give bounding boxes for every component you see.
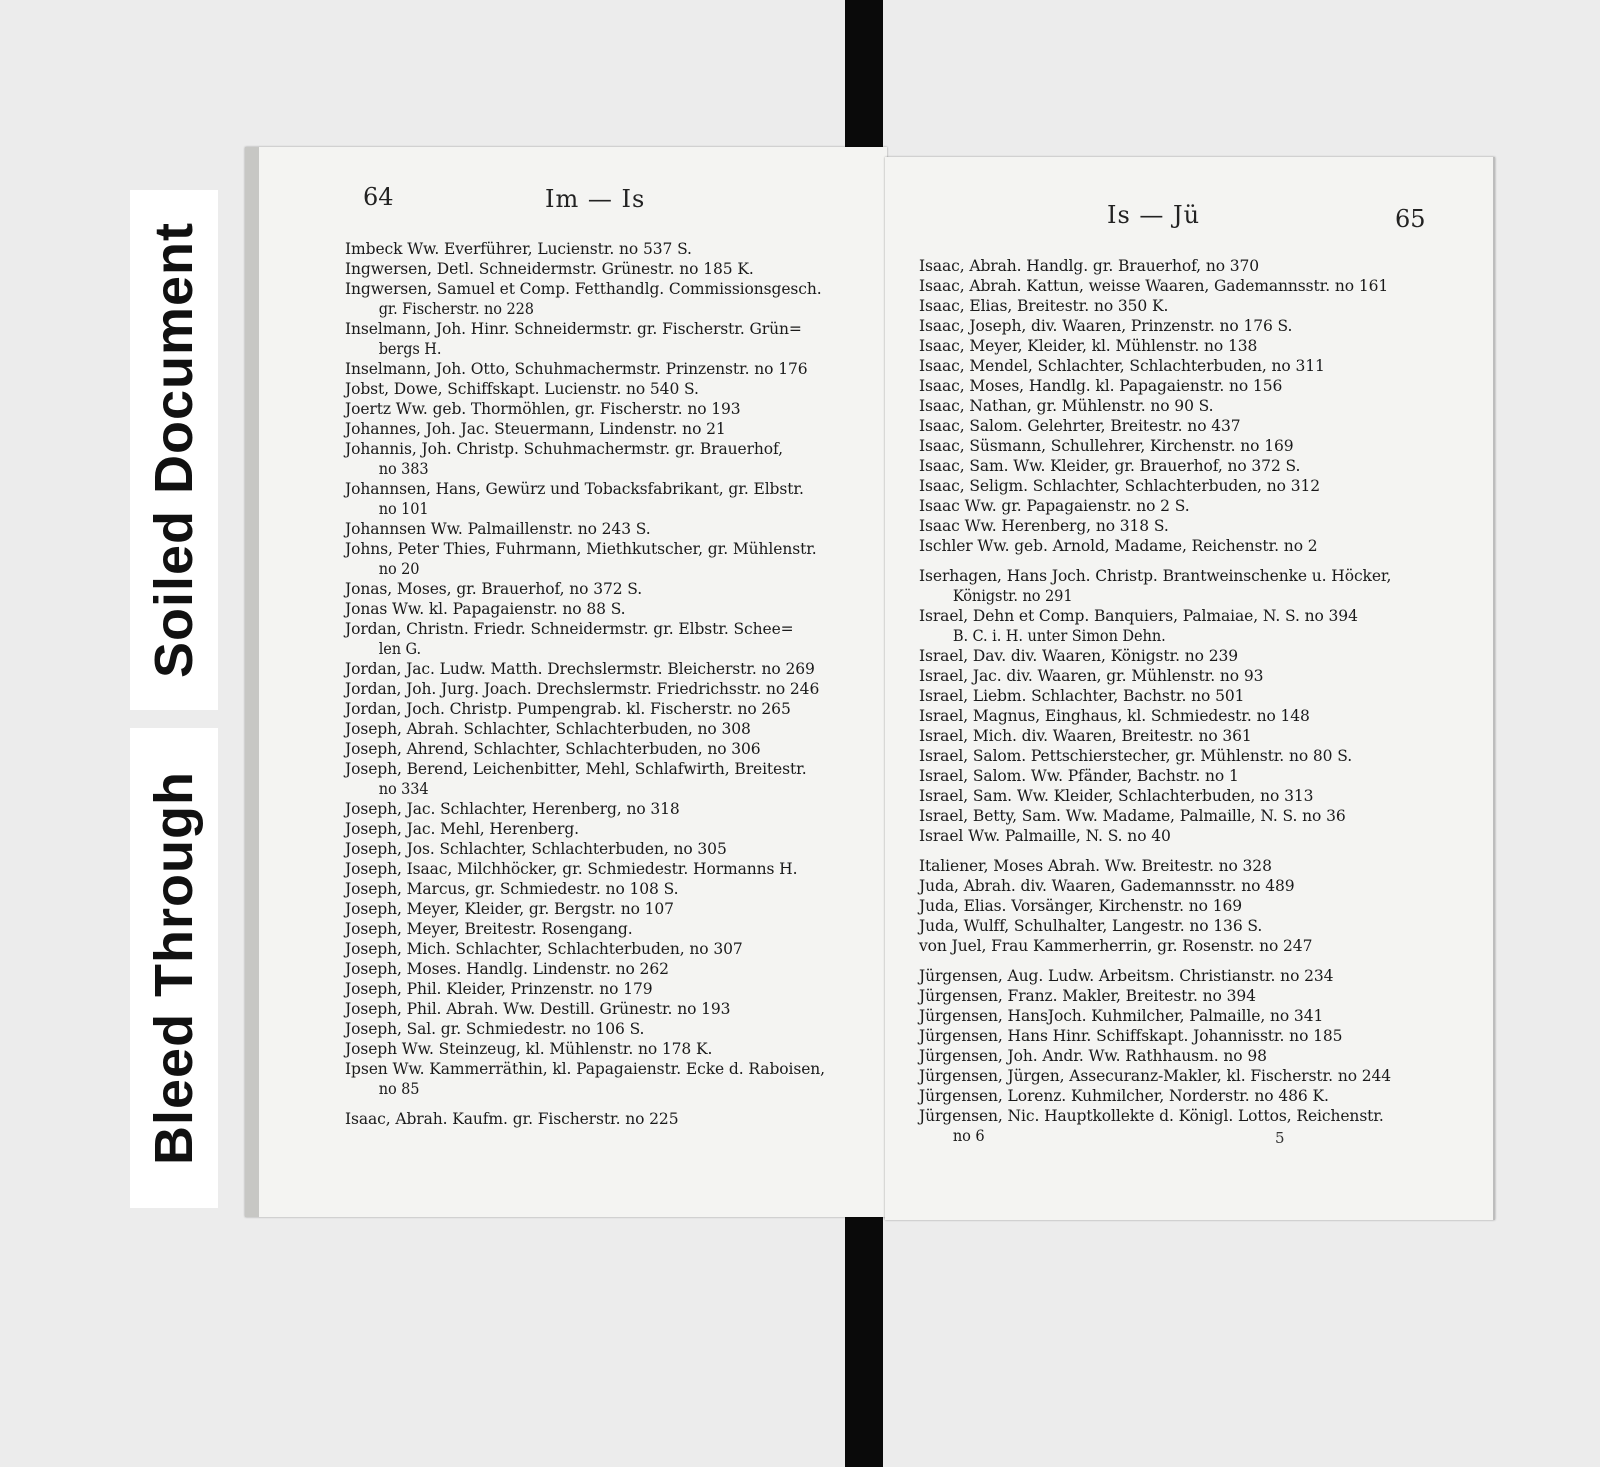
entry-text: Johannsen, Hans, Gewürz und Tobacksfabrikant, gr. Elbstr. xyxy=(345,480,804,498)
directory-entry xyxy=(345,579,875,599)
directory-entry xyxy=(345,999,875,1019)
entry-text: Joseph, Jac. Schlachter, Herenberg, no 318 xyxy=(345,800,680,818)
directory-entry xyxy=(345,679,875,699)
entry-text: Joseph, Ahrend, Schlachter, Schlachterbuden, no 306 xyxy=(345,740,761,758)
directory-entry xyxy=(919,1046,1479,1066)
entry-text: Johannsen Ww. Palmaillenstr. no 243 S. xyxy=(345,520,651,538)
entry-text: Joseph, Abrah. Schlachter, Schlachterbuden, no 308 xyxy=(345,720,751,738)
directory-entry xyxy=(919,296,1479,316)
directory-entry xyxy=(919,536,1479,556)
entry-text: Jürgensen, Lorenz. Kuhmilcher, Norderstr. no 486 K. xyxy=(919,1087,1329,1105)
directory-entry xyxy=(345,659,875,679)
entry-text: Israel, Magnus, Einghaus, kl. Schmiedestr. no 148 xyxy=(919,707,1310,725)
directory-entry xyxy=(345,359,875,379)
directory-entry xyxy=(919,706,1479,726)
entry-text: Ipsen Ww. Kammerräthin, kl. Papagaienstr. Ecke d. Raboisen, xyxy=(345,1060,825,1078)
directory-entry xyxy=(919,256,1479,276)
entry-text: Joseph, Berend, Leichenbitter, Mehl, Schlafwirth, Breitestr. xyxy=(345,760,807,778)
entry-text: Jordan, Joch. Christp. Pumpengrab. kl. Fischerstr. no 265 xyxy=(345,700,791,718)
directory-entry xyxy=(919,496,1479,516)
entry-text: Iserhagen, Hans Joch. Christp. Brantweinschenke u. Höcker, xyxy=(919,567,1392,585)
directory-entry xyxy=(919,336,1479,356)
entry-text: Jordan, Christn. Friedr. Schneidermstr. gr. Elbstr. Schee= xyxy=(345,620,794,638)
entry-text: Isaac, Seligm. Schlachter, Schlachterbuden, no 312 xyxy=(919,477,1320,495)
directory-entry xyxy=(345,799,875,819)
entry-list xyxy=(345,239,875,1129)
entry-text: Jobst, Dowe, Schiffskapt. Lucienstr. no 540 S. xyxy=(345,380,699,398)
entry-text: Inselmann, Joh. Hinr. Schneidermstr. gr. Fischerstr. Grün= xyxy=(345,320,802,338)
directory-entry xyxy=(919,1086,1479,1106)
entry-text: Israel, Salom. Ww. Pfänder, Bachstr. no 1 xyxy=(919,767,1239,785)
directory-entry xyxy=(345,379,875,399)
entry-continuation: gr. Fischerstr. no 228 xyxy=(378,300,534,318)
directory-entry xyxy=(919,826,1479,846)
directory-entry xyxy=(919,376,1479,396)
directory-entry xyxy=(919,436,1479,456)
entry-text: Israel, Salom. Pettschierstecher, gr. Mühlenstr. no 80 S. xyxy=(919,747,1353,765)
directory-entry xyxy=(345,399,875,419)
entry-text: Jürgensen, Hans Hinr. Schiffskapt. Johannisstr. no 185 xyxy=(919,1027,1343,1045)
directory-entry xyxy=(919,856,1479,876)
signature-mark: 5 xyxy=(1275,1129,1285,1147)
directory-entry xyxy=(919,416,1479,436)
running-head: Im — Is xyxy=(545,185,646,213)
directory-entry xyxy=(345,859,875,879)
entry-text: Ingwersen, Samuel et Comp. Fetthandlg. Commissionsgesch. xyxy=(345,280,822,298)
entry-list xyxy=(919,256,1479,1146)
entry-text: Isaac, Meyer, Kleider, kl. Mühlenstr. no 138 xyxy=(919,337,1258,355)
entry-text: Israel, Betty, Sam. Ww. Madame, Palmaille, N. S. no 36 xyxy=(919,807,1346,825)
entry-text: von Juel, Frau Kammerherrin, gr. Rosenstr. no 247 xyxy=(919,937,1313,955)
entry-text: Jonas Ww. kl. Papagaienstr. no 88 S. xyxy=(345,600,626,618)
directory-entry xyxy=(345,759,875,799)
entry-text: Joseph, Meyer, Breitestr. Rosengang. xyxy=(345,920,633,938)
entry-continuation: no 334 xyxy=(378,780,429,798)
right-page xyxy=(885,157,1495,1220)
entry-continuation: no 101 xyxy=(378,500,429,518)
entry-continuation: no 383 xyxy=(378,460,429,478)
directory-entry xyxy=(919,396,1479,416)
directory-entry xyxy=(345,599,875,619)
entry-text: Jürgensen, Franz. Makler, Breitestr. no 394 xyxy=(919,987,1256,1005)
entry-text: Isaac Ww. Herenberg, no 318 S. xyxy=(919,517,1169,535)
directory-entry xyxy=(919,896,1479,916)
directory-entry xyxy=(919,986,1479,1006)
entry-text: Jürgensen, HansJoch. Kuhmilcher, Palmaille, no 341 xyxy=(919,1007,1324,1025)
entry-text: Joseph Ww. Steinzeug, kl. Mühlenstr. no 178 K. xyxy=(345,1040,713,1058)
entry-text: Israel, Sam. Ww. Kleider, Schlachterbuden, no 313 xyxy=(919,787,1314,805)
directory-entry xyxy=(345,839,875,859)
directory-entry xyxy=(345,979,875,999)
directory-entry xyxy=(919,806,1479,826)
entry-text: Joseph, Jos. Schlachter, Schlachterbuden, no 305 xyxy=(345,840,727,858)
entry-text: Isaac, Abrah. Handlg. gr. Brauerhof, no 370 xyxy=(919,257,1260,275)
entry-text: Isaac Ww. gr. Papagaienstr. no 2 S. xyxy=(919,497,1190,515)
directory-entry xyxy=(345,619,875,659)
entry-text: Jürgensen, Jürgen, Assecuranz-Makler, kl. Fischerstr. no 244 xyxy=(919,1067,1392,1085)
entry-text: Isaac, Abrah. Kaufm. gr. Fischerstr. no 225 xyxy=(345,1110,679,1128)
entry-text: Joseph, Mich. Schlachter, Schlachterbuden, no 307 xyxy=(345,940,743,958)
entry-text: Jürgensen, Aug. Ludw. Arbeitsm. Christianstr. no 234 xyxy=(919,967,1334,985)
entry-text: Isaac, Joseph, div. Waaren, Prinzenstr. no 176 S. xyxy=(919,317,1293,335)
directory-entry xyxy=(919,1026,1479,1046)
directory-entry xyxy=(919,356,1479,376)
left-page xyxy=(245,147,887,1217)
entry-text: Jürgensen, Joh. Andr. Ww. Rathhausm. no 98 xyxy=(919,1047,1267,1065)
directory-entry xyxy=(919,766,1479,786)
entry-text: Joseph, Moses. Handlg. Lindenstr. no 262 xyxy=(345,960,669,978)
directory-entry xyxy=(345,239,875,259)
directory-entry xyxy=(919,516,1479,536)
entry-text: Johns, Peter Thies, Fuhrmann, Miethkutscher, gr. Mühlenstr. xyxy=(345,540,817,558)
directory-entry xyxy=(919,876,1479,896)
entry-text: Israel, Liebm. Schlachter, Bachstr. no 501 xyxy=(919,687,1245,705)
entry-text: Juda, Elias. Vorsänger, Kirchenstr. no 169 xyxy=(919,897,1242,915)
entry-text: Joertz Ww. geb. Thormöhlen, gr. Fischerstr. no 193 xyxy=(345,400,741,418)
running-head: Is — Jü xyxy=(1107,201,1201,229)
entry-text: Isaac, Abrah. Kattun, weisse Waaren, Gademannsstr. no 161 xyxy=(919,277,1389,295)
entry-text: Isaac, Nathan, gr. Mühlenstr. no 90 S. xyxy=(919,397,1214,415)
directory-entry xyxy=(919,666,1479,686)
entry-text: Jordan, Joh. Jurg. Joach. Drechslermstr. Friedrichsstr. no 246 xyxy=(345,680,820,698)
directory-entry xyxy=(345,1059,875,1099)
entry-text: Isaac, Salom. Gelehrter, Breitestr. no 437 xyxy=(919,417,1241,435)
entry-text: Jonas, Moses, gr. Brauerhof, no 372 S. xyxy=(345,580,643,598)
directory-entry xyxy=(345,899,875,919)
entry-text: Joseph, Phil. Kleider, Prinzenstr. no 179 xyxy=(345,980,653,998)
directory-entry xyxy=(919,606,1479,646)
directory-entry xyxy=(345,719,875,739)
entry-text: Joseph, Meyer, Kleider, gr. Bergstr. no 107 xyxy=(345,900,674,918)
entry-continuation: no 85 xyxy=(378,1080,420,1098)
entry-text: Inselmann, Joh. Otto, Schuhmachermstr. Prinzenstr. no 176 xyxy=(345,360,808,378)
directory-entry xyxy=(919,786,1479,806)
directory-entry xyxy=(345,519,875,539)
directory-entry xyxy=(919,686,1479,706)
entry-text: Joseph, Phil. Abrah. Ww. Destill. Grünestr. no 193 xyxy=(345,1000,731,1018)
entry-text: Isaac, Sam. Ww. Kleider, gr. Brauerhof, no 372 S. xyxy=(919,457,1301,475)
entry-text: Israel, Mich. div. Waaren, Breitestr. no 361 xyxy=(919,727,1252,745)
entry-text: Johannes, Joh. Jac. Steuermann, Lindenstr. no 21 xyxy=(345,420,726,438)
directory-entry xyxy=(345,539,875,579)
directory-entry xyxy=(345,939,875,959)
directory-entry xyxy=(345,319,875,359)
entry-text: Ischler Ww. geb. Arnold, Madame, Reichenstr. no 2 xyxy=(919,537,1318,555)
directory-entry xyxy=(345,879,875,899)
entry-text: Jordan, Jac. Ludw. Matth. Drechslermstr. Bleicherstr. no 269 xyxy=(345,660,815,678)
soiled-document-label: Soiled Document xyxy=(130,190,218,710)
entry-continuation: Königstr. no 291 xyxy=(952,587,1073,605)
directory-entry xyxy=(345,1109,875,1129)
directory-entry xyxy=(919,1106,1479,1146)
directory-entry xyxy=(345,1019,875,1039)
directory-entry xyxy=(919,566,1479,606)
directory-entry xyxy=(919,476,1479,496)
directory-entry xyxy=(919,916,1479,936)
directory-entry xyxy=(345,479,875,519)
entry-text: Israel, Dehn et Comp. Banquiers, Palmaiae, N. S. no 394 xyxy=(919,607,1358,625)
bleed-through-label: Bleed Through xyxy=(130,728,218,1208)
entry-text: Israel, Dav. div. Waaren, Königstr. no 239 xyxy=(919,647,1239,665)
entry-text: Imbeck Ww. Everführer, Lucienstr. no 537 S. xyxy=(345,240,692,258)
entry-text: Isaac, Moses, Handlg. kl. Papagaienstr. no 156 xyxy=(919,377,1283,395)
entry-continuation: bergs H. xyxy=(378,340,442,358)
entry-text: Johannis, Joh. Christp. Schuhmachermstr. gr. Brauerhof, xyxy=(345,440,783,458)
directory-entry xyxy=(919,646,1479,666)
entry-text: Isaac, Elias, Breitestr. no 350 K. xyxy=(919,297,1169,315)
entry-text: Ingwersen, Detl. Schneidermstr. Grünestr. no 185 K. xyxy=(345,260,754,278)
directory-entry xyxy=(345,419,875,439)
directory-entry xyxy=(345,1039,875,1059)
directory-entry xyxy=(919,316,1479,336)
directory-entry xyxy=(919,726,1479,746)
directory-entry xyxy=(345,259,875,279)
entry-text: Juda, Wulff, Schulhalter, Langestr. no 136 S. xyxy=(919,917,1263,935)
entry-text: Israel, Jac. div. Waaren, gr. Mühlenstr. no 93 xyxy=(919,667,1264,685)
directory-entry xyxy=(919,1006,1479,1026)
page-number: 64 xyxy=(363,183,394,211)
directory-entry xyxy=(919,936,1479,956)
entry-text: Jürgensen, Nic. Hauptkollekte d. Königl. Lottos, Reichenstr. xyxy=(919,1107,1384,1125)
directory-entry xyxy=(919,746,1479,766)
entry-text: Italiener, Moses Abrah. Ww. Breitestr. no 328 xyxy=(919,857,1272,875)
entry-continuation: no 6 xyxy=(952,1127,985,1145)
entry-text: Juda, Abrah. div. Waaren, Gademannsstr. no 489 xyxy=(919,877,1295,895)
directory-entry xyxy=(919,276,1479,296)
directory-entry xyxy=(345,959,875,979)
entry-text: Joseph, Isaac, Milchhöcker, gr. Schmiedestr. Hormanns H. xyxy=(345,860,798,878)
entry-continuation: len G. xyxy=(378,640,422,658)
directory-entry xyxy=(919,456,1479,476)
directory-entry xyxy=(919,966,1479,986)
entry-text: Isaac, Mendel, Schlachter, Schlachterbuden, no 311 xyxy=(919,357,1325,375)
entry-text: Israel Ww. Palmaille, N. S. no 40 xyxy=(919,827,1171,845)
directory-entry xyxy=(345,439,875,479)
page-number: 65 xyxy=(1395,205,1426,233)
directory-entry xyxy=(345,919,875,939)
entry-text: Joseph, Sal. gr. Schmiedestr. no 106 S. xyxy=(345,1020,645,1038)
directory-entry xyxy=(345,699,875,719)
entry-continuation: B. C. i. H. unter Simon Dehn. xyxy=(952,627,1166,645)
directory-entry xyxy=(345,739,875,759)
directory-entry xyxy=(345,819,875,839)
entry-continuation: no 20 xyxy=(378,560,420,578)
directory-entry xyxy=(345,279,875,319)
entry-text: Joseph, Marcus, gr. Schmiedestr. no 108 S. xyxy=(345,880,679,898)
directory-entry xyxy=(919,1066,1479,1086)
entry-text: Joseph, Jac. Mehl, Herenberg. xyxy=(345,820,579,838)
entry-text: Isaac, Süsmann, Schullehrer, Kirchenstr. no 169 xyxy=(919,437,1294,455)
